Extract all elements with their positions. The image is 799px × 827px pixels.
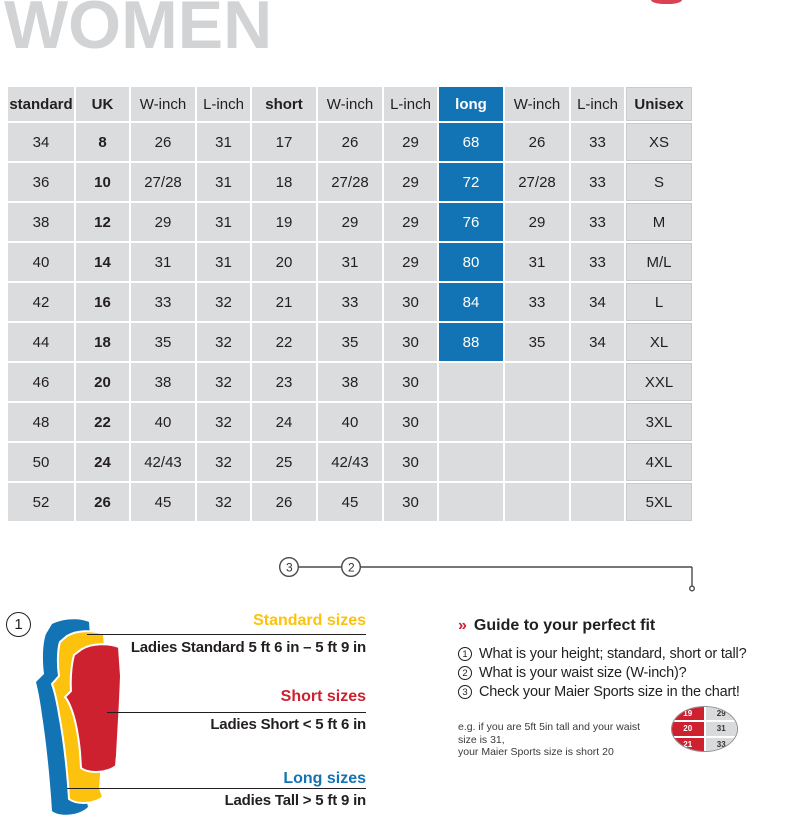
table-row <box>8 403 692 441</box>
cell: 72 <box>439 163 503 201</box>
guide-title: Guide to your perfect fit <box>473 617 656 634</box>
cell: 18 <box>252 163 316 201</box>
chevron-right-icon: » <box>458 617 467 634</box>
example-note <box>458 721 658 759</box>
long-leader-line <box>67 788 366 789</box>
guide-step-text: Check your Maier Sports size in the chart! <box>479 684 740 700</box>
page-title: WOMEN <box>4 0 273 63</box>
cell <box>439 443 503 481</box>
callout-marker-3: 3 <box>286 560 293 575</box>
cell: 31 <box>197 203 250 241</box>
cell <box>505 483 569 521</box>
cell: 27/28 <box>318 163 382 201</box>
cell: 19 <box>252 203 316 241</box>
table-row <box>8 323 692 361</box>
cell: 31 <box>131 243 195 281</box>
cell: 44 <box>8 323 74 361</box>
cell: 12 <box>76 203 129 241</box>
cell: 31 <box>197 243 250 281</box>
mini-chart-cell: 33 <box>706 738 738 751</box>
cell: 33 <box>571 243 624 281</box>
cell: 31 <box>197 163 250 201</box>
example-note-line2: your Maier Sports size is short 20 <box>458 746 614 758</box>
cell: 26 <box>131 123 195 161</box>
cell: 30 <box>384 323 437 361</box>
long-sizes-label: Long sizes <box>283 770 366 787</box>
callout-lines <box>0 548 799 608</box>
cell: 33 <box>318 283 382 321</box>
col-header-w-inch: W-inch <box>131 87 195 121</box>
cell: 42/43 <box>318 443 382 481</box>
cell: 88 <box>439 323 503 361</box>
table-row <box>8 123 692 161</box>
table-row <box>8 443 692 481</box>
cell: 38 <box>8 203 74 241</box>
cell: 32 <box>197 363 250 401</box>
cell: 26 <box>505 123 569 161</box>
short-sizes-desc: Ladies Short < 5 ft 6 in <box>210 716 366 733</box>
table-row <box>8 243 692 281</box>
cell: 26 <box>318 123 382 161</box>
cell: 29 <box>318 203 382 241</box>
cell: 21 <box>252 283 316 321</box>
cell <box>571 483 624 521</box>
mini-chart-cell: 21 <box>672 738 704 751</box>
table-row <box>8 363 692 401</box>
cell <box>571 403 624 441</box>
cell: 35 <box>318 323 382 361</box>
table-row <box>8 483 692 521</box>
cell: 22 <box>76 403 129 441</box>
example-note-line1: e.g. if you are 5ft 5in tall and your waist size is 31, <box>458 721 641 746</box>
cell <box>571 363 624 401</box>
col-header-standard: standard <box>8 87 74 121</box>
mini-chart-cell: 29 <box>706 707 738 720</box>
cell: 80 <box>439 243 503 281</box>
cell: 32 <box>197 323 250 361</box>
col-header-short: short <box>252 87 316 121</box>
col-header-w-inch: W-inch <box>318 87 382 121</box>
cell: 27/28 <box>505 163 569 201</box>
guide-step <box>458 646 746 662</box>
standard-sizes-label: Standard sizes <box>253 612 366 629</box>
cell: 38 <box>131 363 195 401</box>
cell: 42 <box>8 283 74 321</box>
guide-step <box>458 665 746 681</box>
cell: 4XL <box>626 443 692 481</box>
cell: 31 <box>197 123 250 161</box>
cell: 29 <box>505 203 569 241</box>
cell: 32 <box>197 443 250 481</box>
cell: 30 <box>384 443 437 481</box>
col-header-l-inch: L-inch <box>571 87 624 121</box>
cell: 33 <box>571 163 624 201</box>
cell: 20 <box>252 243 316 281</box>
cell: XXL <box>626 363 692 401</box>
cell: 45 <box>318 483 382 521</box>
cell: 27/28 <box>131 163 195 201</box>
cell: 18 <box>76 323 129 361</box>
short-leader-line <box>107 712 366 713</box>
guide-step-text: What is your waist size (W-inch)? <box>479 665 687 681</box>
cell: 34 <box>571 323 624 361</box>
cell: 33 <box>131 283 195 321</box>
cell: 30 <box>384 363 437 401</box>
cell: M <box>626 203 692 241</box>
long-sizes-desc: Ladies Tall > 5 ft 9 in <box>224 792 366 809</box>
cell: XS <box>626 123 692 161</box>
cell <box>505 443 569 481</box>
cell: 30 <box>384 283 437 321</box>
cell: 24 <box>76 443 129 481</box>
step-number-icon: 3 <box>458 685 472 699</box>
short-sizes-label: Short sizes <box>280 688 366 705</box>
cell <box>505 363 569 401</box>
step-number-icon: 2 <box>458 666 472 680</box>
cell: 14 <box>76 243 129 281</box>
cell: 5XL <box>626 483 692 521</box>
cell: 33 <box>571 123 624 161</box>
cell: 29 <box>384 243 437 281</box>
mini-chart-cell: 19 <box>672 707 704 720</box>
cell <box>571 443 624 481</box>
cell <box>439 363 503 401</box>
step-1-marker: 1 <box>6 612 31 637</box>
guide-steps <box>458 646 746 703</box>
mini-chart-cell: 31 <box>706 722 738 735</box>
cell: 50 <box>8 443 74 481</box>
cell: 31 <box>505 243 569 281</box>
cell: XL <box>626 323 692 361</box>
col-header-uk: UK <box>76 87 129 121</box>
cell: 29 <box>384 203 437 241</box>
cell: 10 <box>76 163 129 201</box>
cell: 34 <box>571 283 624 321</box>
cell: 38 <box>318 363 382 401</box>
cell: 36 <box>8 163 74 201</box>
col-header-w-inch: W-inch <box>505 87 569 121</box>
cell: 45 <box>131 483 195 521</box>
cell: 68 <box>439 123 503 161</box>
cell: 35 <box>505 323 569 361</box>
standard-leader-line <box>87 634 366 635</box>
cell: 20 <box>76 363 129 401</box>
cell: 76 <box>439 203 503 241</box>
cell: 30 <box>384 483 437 521</box>
cell: S <box>626 163 692 201</box>
step-number-icon: 1 <box>458 647 472 661</box>
cell: 32 <box>197 403 250 441</box>
table-row <box>8 283 692 321</box>
cell: 30 <box>384 403 437 441</box>
cell: 34 <box>8 123 74 161</box>
cell <box>439 403 503 441</box>
guide-step <box>458 684 746 700</box>
cell: 35 <box>131 323 195 361</box>
cell: 40 <box>131 403 195 441</box>
col-header-unisex: Unisex <box>626 87 692 121</box>
cell: 17 <box>252 123 316 161</box>
col-header-l-inch: L-inch <box>197 87 250 121</box>
standard-sizes-desc: Ladies Standard 5 ft 6 in – 5 ft 9 in <box>130 639 366 656</box>
mini-chart-cell: 20 <box>672 722 704 735</box>
cell: 31 <box>318 243 382 281</box>
col-header-l-inch: L-inch <box>384 87 437 121</box>
cell: 23 <box>252 363 316 401</box>
table-row <box>8 163 692 201</box>
callout-endpoint <box>690 586 695 591</box>
col-header-long: long <box>439 87 503 121</box>
cell: 29 <box>384 163 437 201</box>
cell: 42/43 <box>131 443 195 481</box>
size-table-body <box>8 123 692 521</box>
guide-title-row <box>458 617 655 635</box>
header-row <box>8 87 692 121</box>
cell: 33 <box>505 283 569 321</box>
mini-chart-magnifier <box>671 706 738 752</box>
cell <box>505 403 569 441</box>
cell: 29 <box>131 203 195 241</box>
cell <box>439 483 503 521</box>
size-table-head <box>8 87 692 121</box>
cell: 24 <box>252 403 316 441</box>
cell: 16 <box>76 283 129 321</box>
cell: 26 <box>76 483 129 521</box>
cell: 84 <box>439 283 503 321</box>
cell: 26 <box>252 483 316 521</box>
cell: 46 <box>8 363 74 401</box>
cell: 22 <box>252 323 316 361</box>
cell: 32 <box>197 283 250 321</box>
cell: 48 <box>8 403 74 441</box>
cell: 25 <box>252 443 316 481</box>
table-row <box>8 203 692 241</box>
cell: L <box>626 283 692 321</box>
callout-marker-2: 2 <box>348 560 355 575</box>
cell: 40 <box>8 243 74 281</box>
cell: 52 <box>8 483 74 521</box>
cell: 8 <box>76 123 129 161</box>
brand-logo-fragment <box>651 0 682 4</box>
guide-step-text: What is your height; standard, short or tall? <box>479 646 747 662</box>
cell: 40 <box>318 403 382 441</box>
size-table <box>6 85 694 523</box>
cell: 33 <box>571 203 624 241</box>
cell: M/L <box>626 243 692 281</box>
cell: 3XL <box>626 403 692 441</box>
cell: 32 <box>197 483 250 521</box>
cell: 29 <box>384 123 437 161</box>
